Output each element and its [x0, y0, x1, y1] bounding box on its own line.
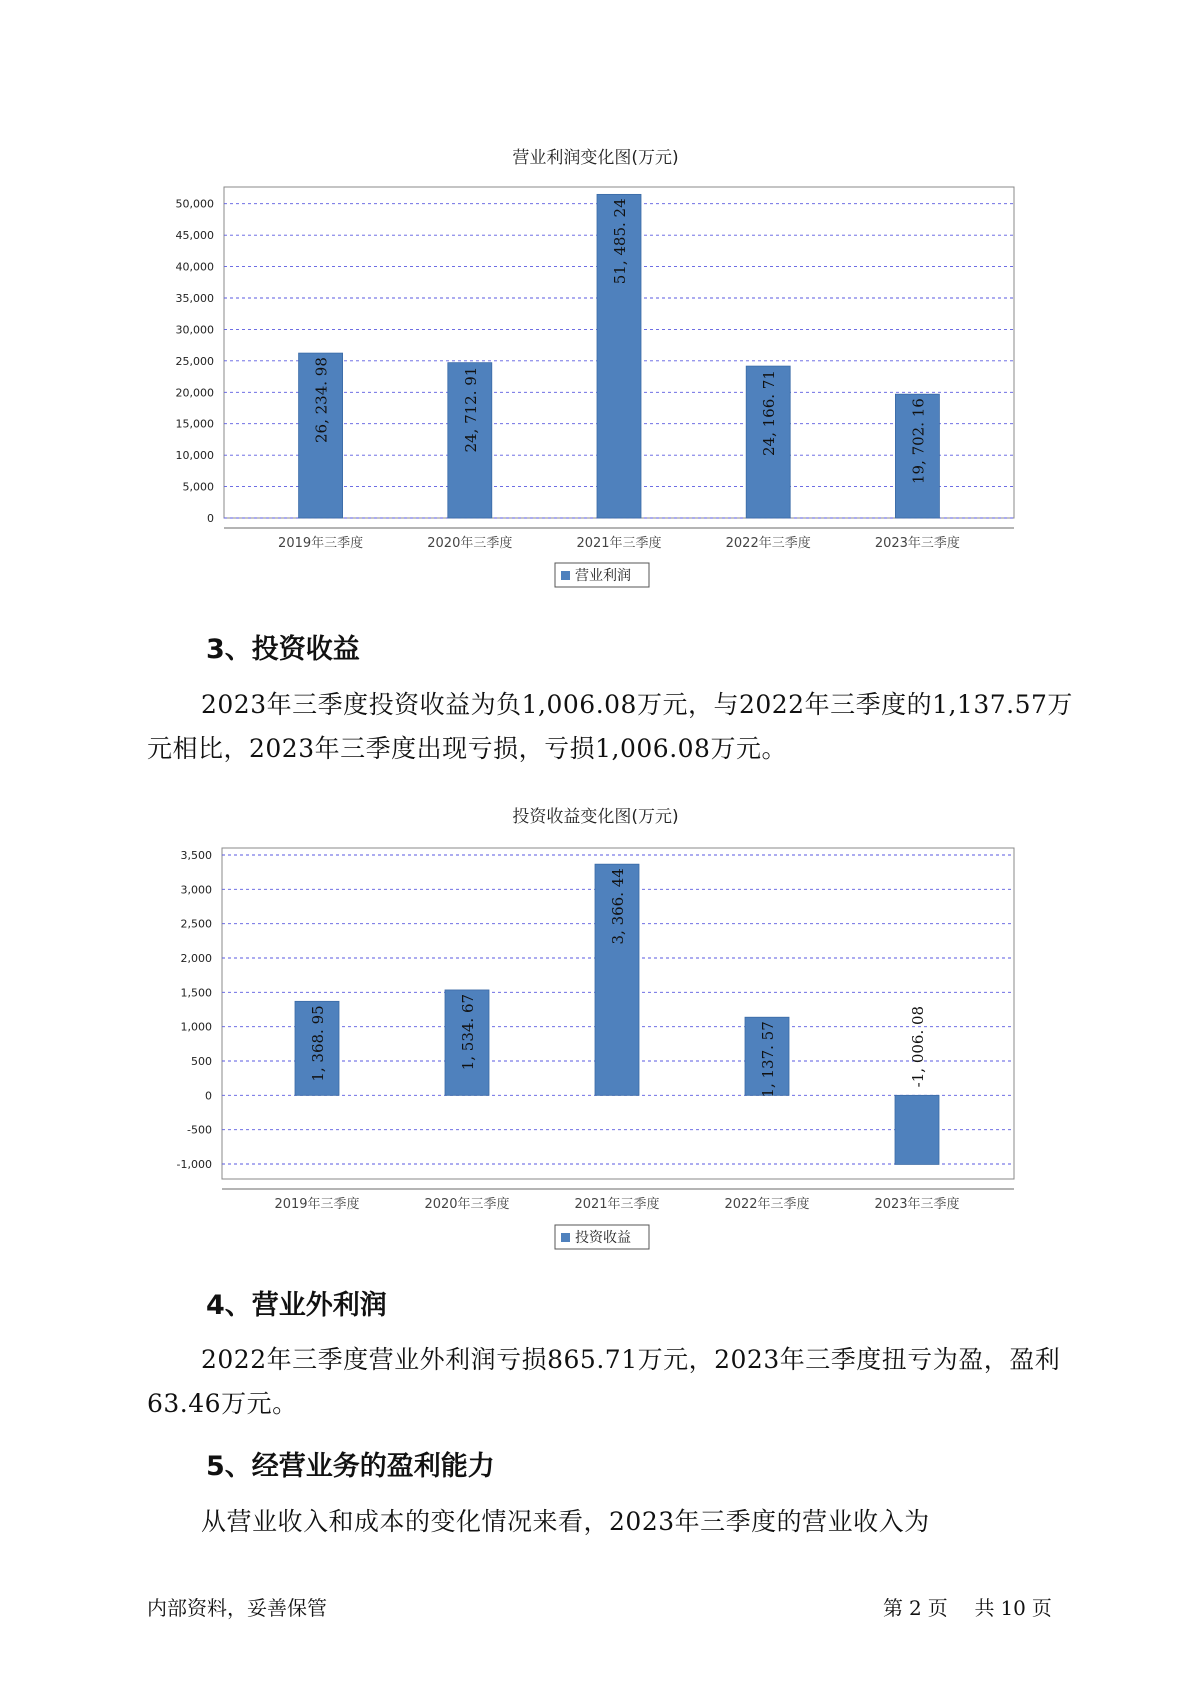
bar-data-label: 24, 166. 71 — [760, 370, 779, 456]
page-unit: 页 — [927, 1596, 948, 1620]
bar-data-label: 19, 702. 16 — [909, 398, 928, 485]
section-4-text: 2022年三季度营业外利润亏损865.71万元，2023年三季度扭亏为盈，盈利63.46万元。 — [147, 1345, 1061, 1418]
section-3-heading: 3、投资收益 — [206, 634, 360, 665]
footer-page-number — [880, 1592, 1055, 1621]
page-prefix: 第 — [883, 1596, 903, 1620]
category-label: 2019年三季度 — [278, 536, 364, 551]
category-label: 2022年三季度 — [724, 1197, 810, 1212]
legend-label: 营业利润 — [575, 568, 631, 584]
y-tick-label: 15,000 — [175, 417, 214, 431]
category-label: 2023年三季度 — [874, 1197, 960, 1212]
y-tick-label: 2,500 — [180, 917, 212, 931]
y-tick-label: 40,000 — [175, 260, 214, 274]
category-label: 2022年三季度 — [725, 536, 811, 551]
y-tick-label: 50,000 — [175, 197, 214, 211]
y-tick-label: 20,000 — [175, 386, 214, 400]
total-num: 10 — [1000, 1596, 1026, 1620]
category-label: 2020年三季度 — [427, 536, 513, 551]
section-3-text: 2023年三季度投资收益为负1,006.08万元，与2022年三季度的1,137.57万元相比，2023年三季度出现亏损，亏损1,006.08万元。 — [147, 690, 1073, 763]
y-tick-label: 5,000 — [182, 480, 214, 494]
category-label: 2020年三季度 — [424, 1197, 510, 1212]
bar-data-label: 3, 366. 44 — [609, 868, 627, 945]
y-tick-label: 2,000 — [180, 952, 212, 965]
bar — [895, 1095, 939, 1164]
bar-data-label: 1, 534. 67 — [459, 993, 477, 1071]
y-tick-label: 30,000 — [175, 323, 214, 337]
footer-confidential-note: 内部资料，妥善保管 — [147, 1596, 327, 1620]
bar-data-label: 26, 234. 98 — [312, 357, 331, 443]
legend-label: 投资收益 — [575, 1230, 631, 1246]
bar-data-label: -1, 006. 08 — [909, 1005, 927, 1088]
y-tick-label: 3,000 — [180, 883, 212, 897]
y-tick-label: 25,000 — [175, 354, 214, 368]
total-unit: 页 — [1031, 1596, 1052, 1620]
y-tick-label: 10,000 — [175, 449, 214, 463]
bar-data-label: 24, 712. 91 — [461, 366, 480, 453]
category-label: 2023年三季度 — [874, 536, 960, 551]
y-tick-label: 35,000 — [175, 292, 214, 305]
y-tick-label: 1,000 — [180, 1020, 212, 1034]
section-5-text: 从营业收入和成本的变化情况来看，2023年三季度的营业收入为 — [201, 1507, 930, 1536]
section-4-heading: 4、营业外利润 — [206, 1290, 387, 1321]
bar-data-label: 51, 485. 24 — [611, 198, 629, 285]
y-tick-label: 0 — [207, 512, 214, 525]
category-label: 2019年三季度 — [274, 1197, 360, 1212]
bar-data-label: 1, 137. 57 — [759, 1021, 777, 1098]
y-tick-label: 45,000 — [175, 229, 214, 243]
y-tick-label: -1,000 — [176, 1158, 212, 1171]
chart2-title: 投资收益变化图(万元) — [512, 807, 679, 827]
legend-swatch — [561, 1233, 570, 1242]
page-num: 2 — [909, 1596, 922, 1620]
y-tick-label: -500 — [187, 1123, 212, 1137]
section-5-heading: 5、经营业务的盈利能力 — [206, 1451, 495, 1482]
chart1-title: 营业利润变化图(万元) — [512, 148, 679, 168]
y-tick-label: 500 — [191, 1055, 212, 1068]
y-tick-label: 1,500 — [180, 986, 212, 1000]
category-label: 2021年三季度 — [576, 536, 662, 551]
y-tick-label: 0 — [205, 1089, 212, 1103]
total-prefix: 共 — [974, 1596, 995, 1620]
category-label: 2021年三季度 — [574, 1197, 660, 1212]
y-tick-label: 3,500 — [180, 849, 212, 862]
bar-data-label: 1, 368. 95 — [309, 1005, 327, 1082]
